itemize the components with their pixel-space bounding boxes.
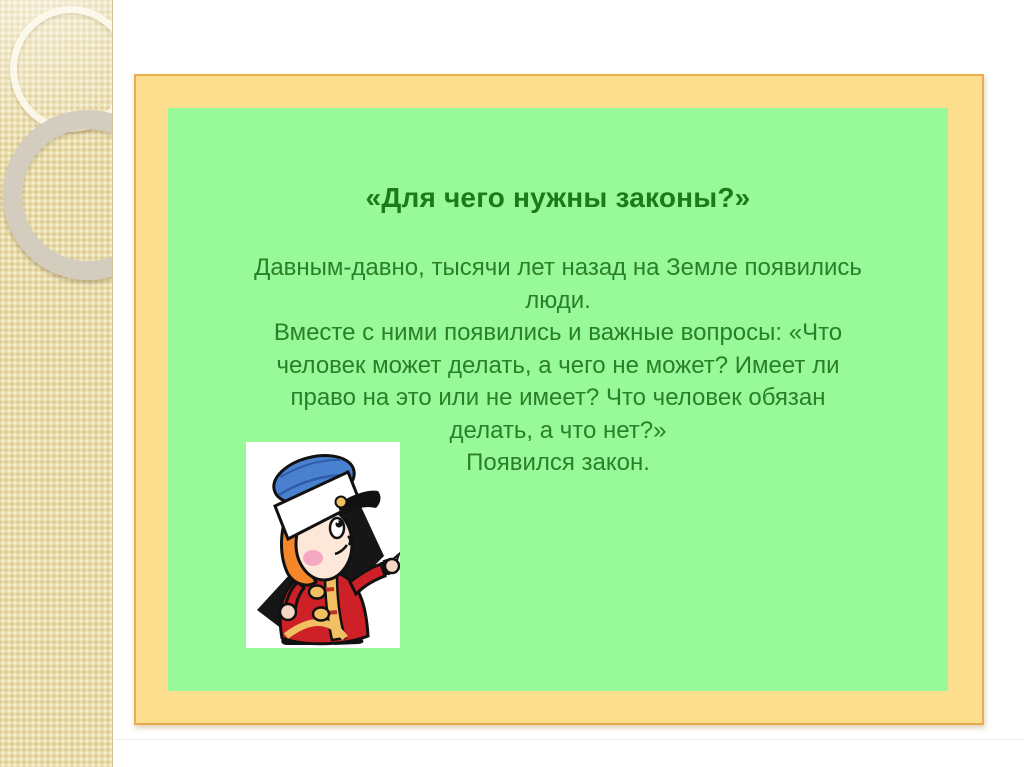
body-line: люди. — [525, 286, 591, 314]
body-line: право на это или не имеет? Что человек обязан — [290, 384, 826, 411]
boy-guard-drawing — [246, 442, 400, 648]
body-line: делать, а что нет?» — [449, 416, 667, 444]
content-panel — [168, 108, 948, 691]
boy-guard-illustration — [246, 442, 400, 648]
decorative-sidebar — [0, 0, 113, 767]
body-line: Давным-давно, тысячи лет назад на Земле появились — [254, 254, 862, 281]
slide-title: «Для чего нужны законы?» — [365, 182, 751, 213]
slide-bottom-divider — [113, 739, 1024, 740]
body-line: человек может делать, а чего не может? Имеет ли — [276, 351, 840, 379]
ring-decoration-thick — [3, 110, 113, 280]
slide-frame — [134, 74, 984, 725]
body-line: Появился закон. — [466, 449, 650, 476]
body-line: Вместе с ними появились и важные вопросы: «Что — [273, 319, 843, 346]
